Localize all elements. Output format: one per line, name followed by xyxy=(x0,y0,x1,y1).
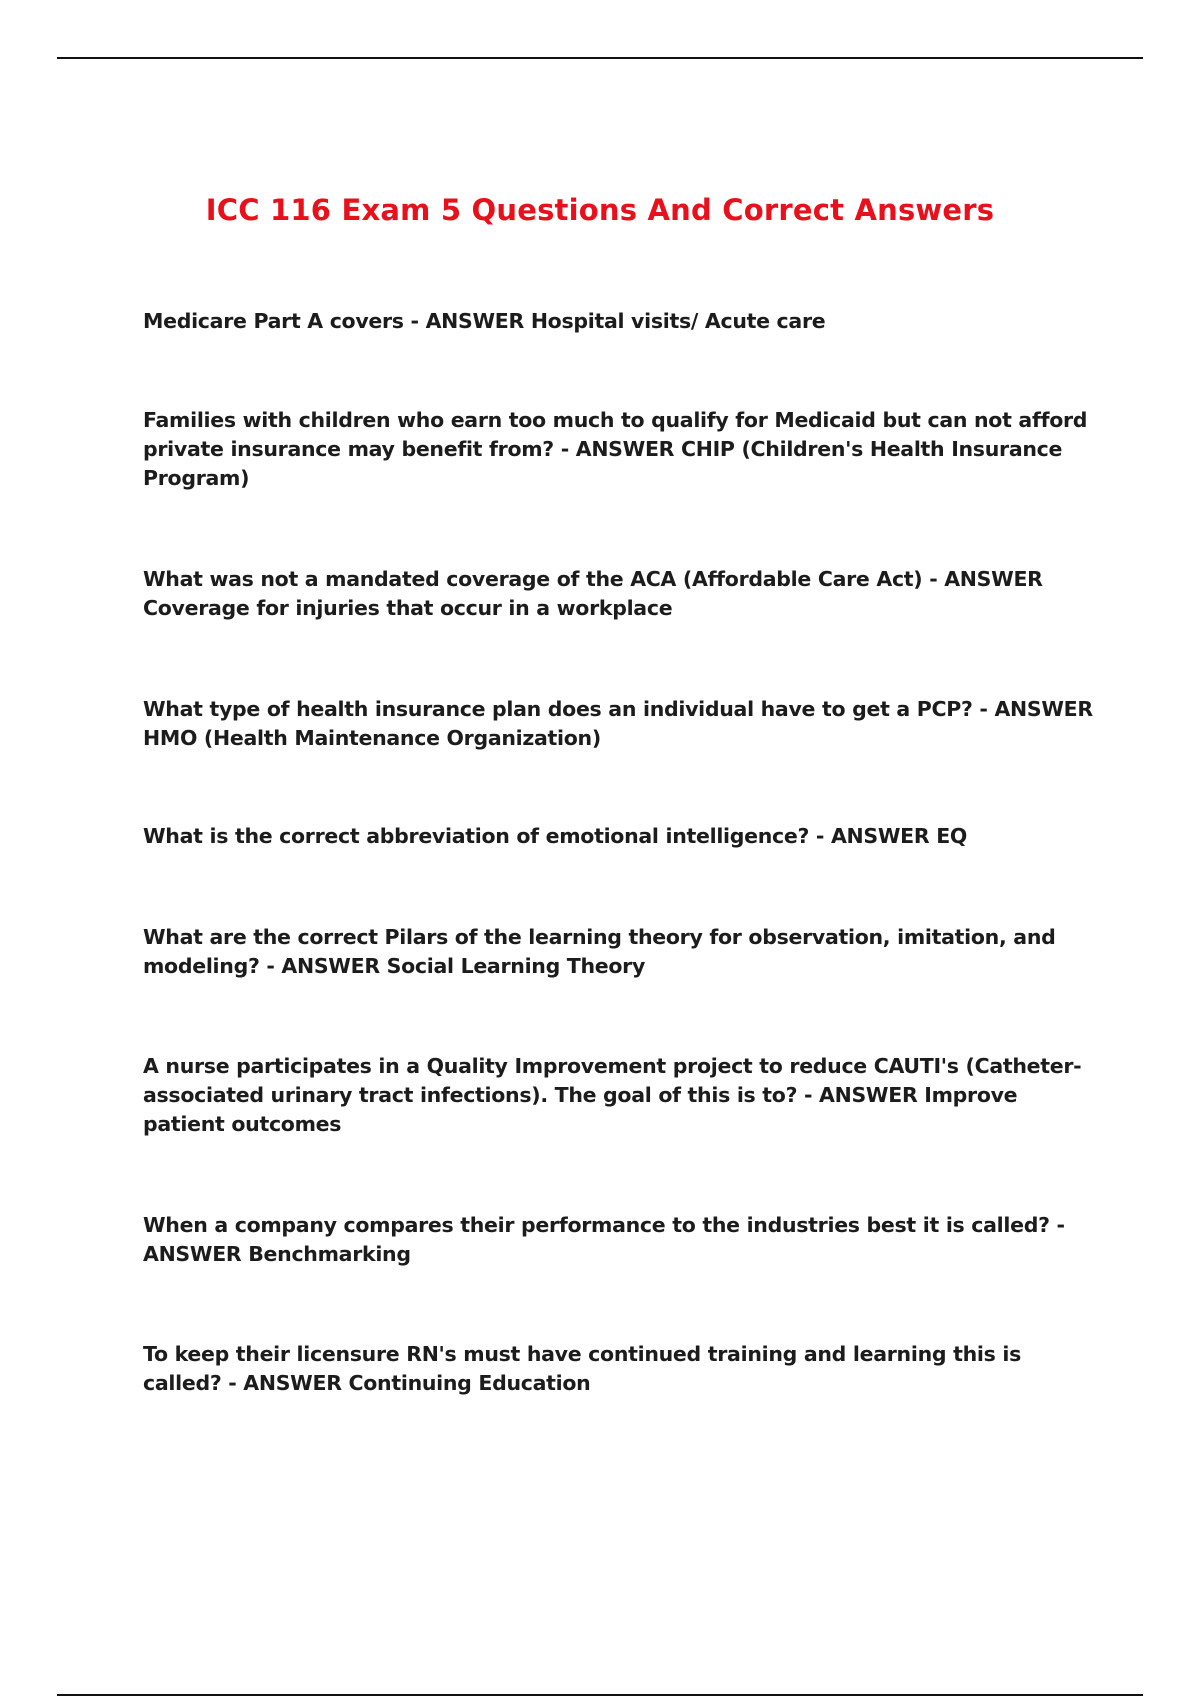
qa-item-9: To keep their licensure RN's must have continued training and learning this is called? - ANSWER Continuing Education xyxy=(143,1342,1021,1395)
qa-item-2: Families with children who earn too much to qualify for Medicaid but can not afford private insurance may benefit from? - ANSWER CHIP (Children's Health Insurance Program) xyxy=(143,408,1088,490)
page-title: ICC 116 Exam 5 Questions And Correct Answers xyxy=(205,193,995,227)
qa-item-5: What is the correct abbreviation of emotional intelligence? - ANSWER EQ xyxy=(143,824,968,848)
qa-item-4: What type of health insurance plan does an individual have to get a PCP? - ANSWER HMO (Health Maintenance Organization) xyxy=(143,697,1093,750)
qa-item-6: What are the correct Pilars of the learning theory for observation, imitation, and modeling? - ANSWER Social Learning Theory xyxy=(143,925,1056,978)
qa-item-7: A nurse participates in a Quality Improvement project to reduce CAUTI's (Catheter-associated urinary tract infections). The goal of this is to? - ANSWER Improve patient outcomes xyxy=(143,1054,1082,1136)
top-divider xyxy=(57,57,1143,59)
bottom-divider xyxy=(57,1694,1143,1696)
qa-item-8: When a company compares their performance to the industries best it is called? - ANSWER Benchmarking xyxy=(143,1213,1065,1266)
qa-item-1: Medicare Part A covers - ANSWER Hospital visits/ Acute care xyxy=(143,309,826,333)
qa-item-3: What was not a mandated coverage of the ACA (Affordable Care Act) - ANSWER Coverage for injuries that occur in a workplace xyxy=(143,567,1043,620)
